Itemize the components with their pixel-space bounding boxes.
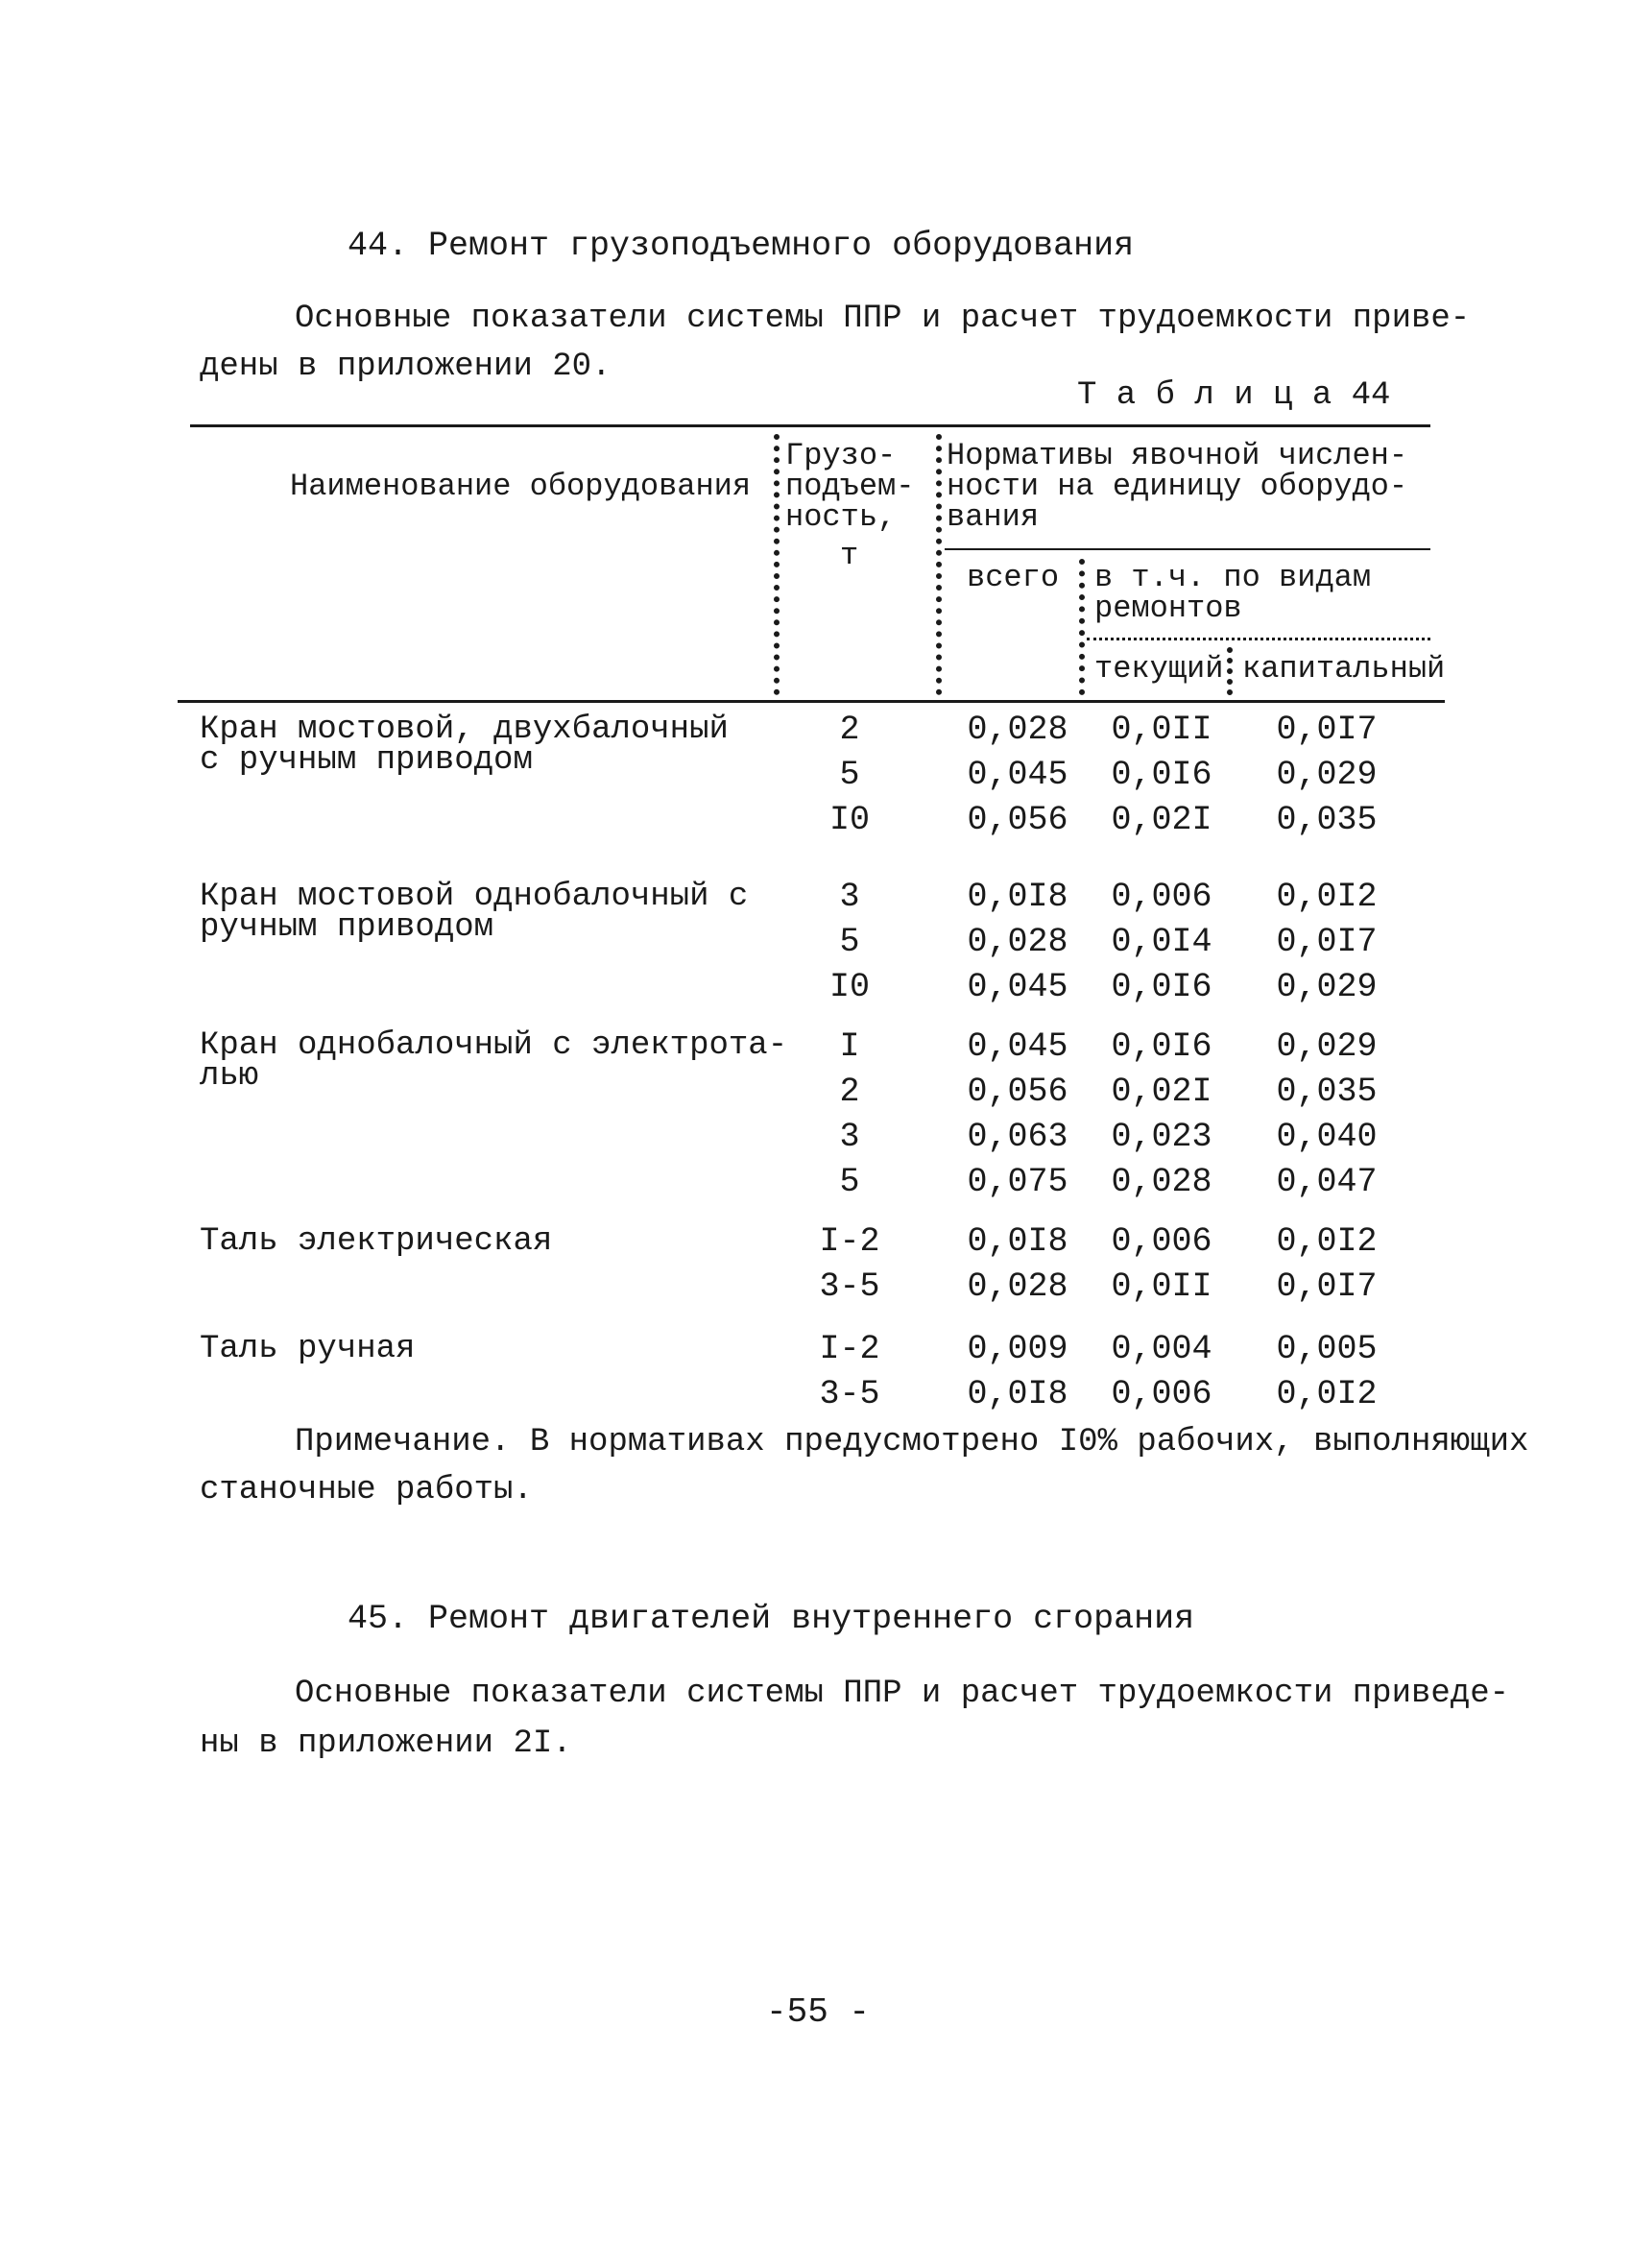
section-44-intro-line2: дены в приложении 20.	[200, 349, 612, 385]
section-44-title: 44. Ремонт грузоподъемного оборудования	[348, 227, 1135, 265]
section-45-intro-line1: Основные показатели системы ППР и расчет трудоемкости приведе-	[295, 1676, 1510, 1712]
header-capacity-unit: т	[840, 538, 859, 573]
capital-cell: 0,040	[1276, 1118, 1378, 1156]
total-cell: 0,0I8	[967, 1375, 1068, 1413]
current-cell: 0,006	[1111, 1222, 1212, 1261]
current-cell: 0,0I4	[1111, 923, 1212, 961]
current-cell: 0,02I	[1111, 801, 1212, 839]
capital-cell: 0,0I2	[1276, 1375, 1378, 1413]
total-cell: 0,045	[967, 1027, 1068, 1066]
header-norms-line2: ности на единицу оборудо-	[947, 469, 1408, 504]
capacity-cell: I-2	[819, 1330, 880, 1368]
group-1-name-line1: Кран мостовой, двухбалочный	[200, 712, 729, 748]
capital-cell: 0,029	[1276, 968, 1378, 1006]
group-2-name-line1: Кран мостовой однобалочный с	[200, 879, 749, 915]
header-bottom-rule	[178, 700, 1445, 703]
current-cell: 0,0II	[1111, 711, 1212, 749]
capital-cell: 0,005	[1276, 1330, 1378, 1368]
section-44-intro-line1: Основные показатели системы ППР и расчет трудоемкости приве-	[295, 301, 1471, 337]
page-number: -55 -	[766, 1992, 871, 2032]
capital-cell: 0,0I7	[1276, 711, 1378, 749]
capacity-cell: 2	[839, 1073, 860, 1111]
section-45-title: 45. Ремонт двигателей внутреннего сгорания	[348, 1600, 1195, 1638]
header-capacity-line2: подъем-	[785, 469, 915, 504]
col-sep-norms	[936, 434, 942, 695]
group-2-name-line2: ручным приводом	[200, 909, 494, 946]
capacity-cell: 5	[839, 756, 860, 794]
capacity-cell: 3-5	[819, 1267, 880, 1306]
total-cell: 0,028	[967, 711, 1068, 749]
capacity-cell: I-2	[819, 1222, 880, 1261]
capital-cell: 0,035	[1276, 801, 1378, 839]
capital-cell: 0,0I2	[1276, 1222, 1378, 1261]
current-cell: 0,006	[1111, 878, 1212, 916]
total-cell: 0,0I8	[967, 1222, 1068, 1261]
capacity-cell: I	[839, 1027, 860, 1066]
current-cell: 0,006	[1111, 1375, 1212, 1413]
total-cell: 0,028	[967, 923, 1068, 961]
group-5-name-line1: Таль ручная	[200, 1331, 416, 1367]
current-cell: 0,0I6	[1111, 1027, 1212, 1066]
current-cell: 0,0II	[1111, 1267, 1212, 1306]
capacity-cell: 3-5	[819, 1375, 880, 1413]
col-sep-current	[1227, 647, 1233, 695]
header-capacity-line3: ность,	[785, 499, 897, 535]
total-cell: 0,009	[967, 1330, 1068, 1368]
header-norms-line3: вания	[947, 499, 1040, 535]
header-by-type-line2: ремонтов	[1094, 591, 1242, 626]
capacity-cell: I0	[828, 801, 870, 839]
current-cell: 0,0I6	[1111, 756, 1212, 794]
group-1-name-line2: с ручным приводом	[200, 742, 533, 779]
repair-types-sub-rule	[1087, 638, 1430, 640]
norms-sub-rule	[945, 548, 1430, 550]
capital-cell: 0,0I2	[1276, 878, 1378, 916]
header-name: Наименование оборудования	[290, 469, 752, 504]
capital-cell: 0,0I7	[1276, 923, 1378, 961]
header-capital: капитальный	[1242, 651, 1446, 687]
capacity-cell: 3	[839, 1118, 860, 1156]
total-cell: 0,045	[967, 756, 1068, 794]
capacity-cell: 5	[839, 923, 860, 961]
current-cell: 0,023	[1111, 1118, 1212, 1156]
total-cell: 0,0I8	[967, 878, 1068, 916]
total-cell: 0,075	[967, 1163, 1068, 1201]
total-cell: 0,045	[967, 968, 1068, 1006]
table-caption: Т а б л и ц а 44	[1077, 377, 1391, 414]
total-cell: 0,063	[967, 1118, 1068, 1156]
header-norms-line1: Нормативы явочной числен-	[947, 438, 1408, 473]
capital-cell: 0,0I7	[1276, 1267, 1378, 1306]
current-cell: 0,028	[1111, 1163, 1212, 1201]
col-sep-capacity	[774, 434, 780, 695]
section-45-intro-line2: ны в приложении 2I.	[200, 1725, 572, 1762]
table-note-line2: станочные работы.	[200, 1472, 533, 1508]
capacity-cell: 3	[839, 878, 860, 916]
capacity-cell: 2	[839, 711, 860, 749]
capital-cell: 0,035	[1276, 1073, 1378, 1111]
group-3-name-line1: Кран однобалочный с электрота-	[200, 1027, 788, 1064]
capital-cell: 0,029	[1276, 1027, 1378, 1066]
total-cell: 0,056	[967, 1073, 1068, 1111]
table-top-rule	[190, 424, 1430, 427]
current-cell: 0,0I6	[1111, 968, 1212, 1006]
capacity-cell: I0	[828, 968, 870, 1006]
group-4-name-line1: Таль электрическая	[200, 1223, 553, 1260]
header-total: всего	[967, 560, 1060, 595]
total-cell: 0,056	[967, 801, 1068, 839]
capital-cell: 0,047	[1276, 1163, 1378, 1201]
header-current: текущий	[1094, 651, 1224, 687]
capacity-cell: 5	[839, 1163, 860, 1201]
current-cell: 0,02I	[1111, 1073, 1212, 1111]
total-cell: 0,028	[967, 1267, 1068, 1306]
col-sep-total	[1079, 559, 1085, 695]
table-note-line1: Примечание. В нормативах предусмотрено I0% рабочих, выполняющих	[295, 1424, 1529, 1460]
current-cell: 0,004	[1111, 1330, 1212, 1368]
capital-cell: 0,029	[1276, 756, 1378, 794]
group-3-name-line2: лью	[200, 1058, 259, 1095]
header-capacity-line1: Грузо-	[785, 438, 897, 473]
header-by-type-line1: в т.ч. по видам	[1094, 560, 1372, 595]
